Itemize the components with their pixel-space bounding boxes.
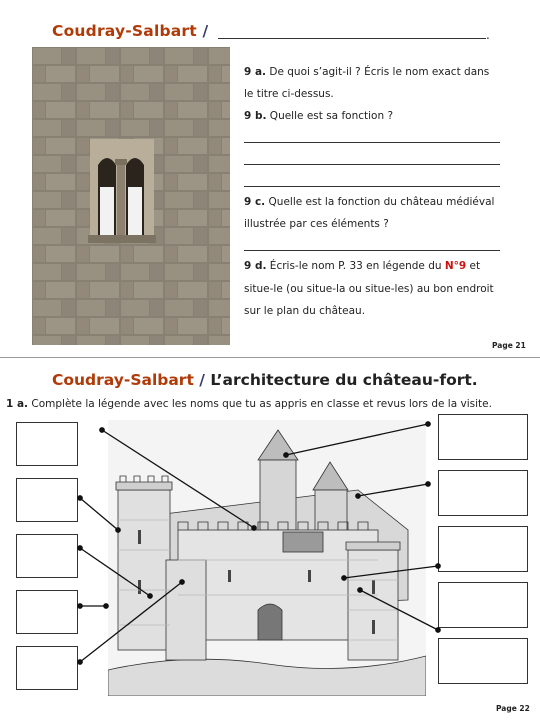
q9d-text-1b: et — [466, 260, 481, 272]
question-9a-line2: le titre ci-dessus. — [244, 88, 334, 100]
q9d-text-1a: Écris-le nom P. 33 en légende du — [266, 260, 442, 272]
page22-title-slash: / — [193, 371, 205, 389]
q9c-text-1: Quelle est la fonction du château médiéval — [265, 196, 495, 208]
page22-title-sub: L’architecture du château-fort. — [204, 371, 478, 389]
q9d-number: 9 d. — [244, 260, 267, 272]
question-9c-line2: illustrée par ces éléments ? — [244, 218, 389, 230]
page21-title-main: Coudray-Salbart — [52, 22, 197, 40]
q1a-text: Complète la légende avec les noms que tu as appris en classe et revus lors de la visite. — [28, 398, 492, 410]
question-9d-line2: situe-le (ou situe-la ou situe-les) au bon endroit — [244, 283, 494, 295]
q9a-number: 9 a. — [244, 66, 267, 78]
q9d-reference: N°9 — [444, 260, 467, 272]
q9b-number: 9 b. — [244, 110, 267, 122]
q9c-number: 9 c. — [244, 196, 266, 208]
page-number-21: Page 21 — [492, 341, 526, 350]
q9b-text: Quelle est sa fonction ? — [266, 110, 394, 122]
page22-title-main: Coudray-Salbart — [52, 371, 194, 389]
page21-title-slash: / — [196, 22, 209, 40]
q1a-number: 1 a. — [6, 398, 29, 410]
title-dot: . — [486, 28, 490, 42]
question-9d-line3: sur le plan du château. — [244, 305, 366, 317]
page-number-22: Page 22 — [496, 704, 530, 713]
q9a-text-1: De quoi s’agit-il ? Écris le nom exact dans — [266, 66, 490, 78]
